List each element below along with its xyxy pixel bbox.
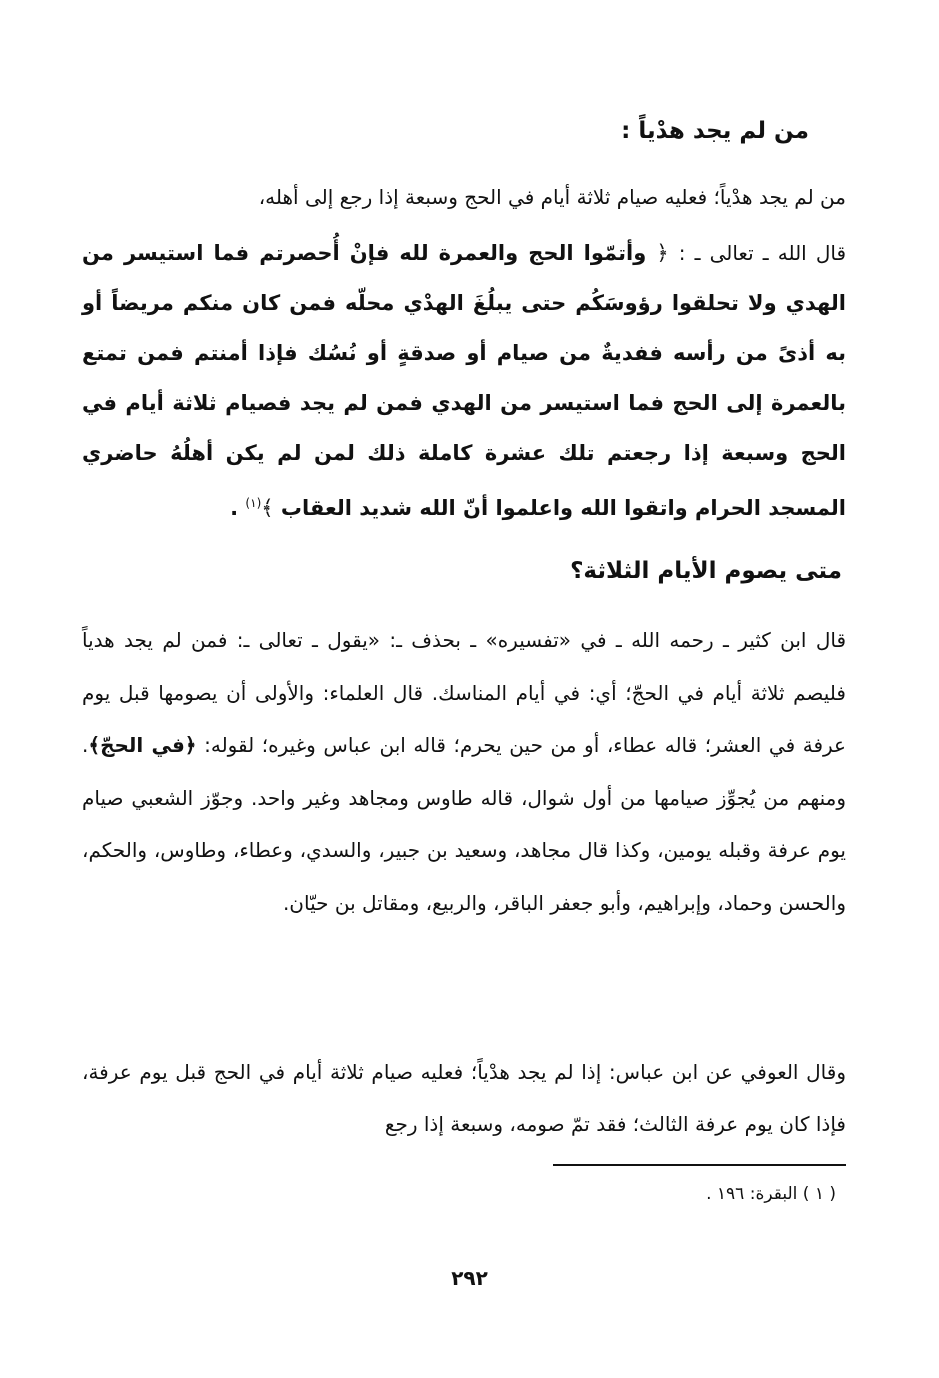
footnote-text: ( ١ ) البقرة: ١٩٦ .: [706, 1184, 836, 1204]
verse-close-bracket: ﴾: [261, 496, 274, 520]
section-heading-when-fast: متى يصوم الأيام الثلاثة؟: [570, 558, 842, 584]
quran-verse-paragraph: [82, 228, 846, 533]
ibn-kathir-text-part2: . ومنهم من يُجوِّز صيامها من أول شوال، قاله طاوس ومجاهد وغير واحد. وجوّز الشعبي صيام يوم عرفة وقبله يومين، وكذا قال مجاهد، وسعيد بن جبير، والسدي، وعطاء، وطاوس، والحكم، والحسن وحماد، وإبراهيم، وأبو جعفر الباقر، والربيع، ومقاتل بن حيّان.: [82, 733, 846, 915]
ibn-kathir-paragraph: [82, 614, 846, 929]
ibn-kathir-text-part1: قال ابن كثير ـ رحمه الله ـ في «تفسيره» ـ بحذف ـ: «يقول ـ تعالى ـ: فمن لم يجد هدياً فليصم ثلاثة أيام في الحجّ؛ أي: في أيام المناسك. قال العلماء: والأولى أن يصومها قبل يوم عرفة في العشر؛ قاله عطاء، أو من حين يحرم؛ قاله ابن عباس وغيره؛ لقوله:: [82, 628, 846, 757]
verse-open-bracket: ﴿: [656, 241, 669, 265]
verse-end-period: .: [230, 496, 239, 520]
verse-text: وأتمّوا الحج والعمرة لله فإنْ أُحصرتم فما استيسر من الهدي ولا تحلقوا رؤوسَكُم حتى يبلُغَ الهدْي محلّه فمن كان منكم مريضاً أو به أذىً من رأسه ففديةٌ من صيام أو صدقةٍ أو نُسُك فإذا أمنتم فمن تمتع بالعمرة إلى الحج فما استيسر من الهدي فمن لم يجد فصيام ثلاثة أيام في الحج وسبعة إذا رجعتم تلك عشرة كاملة ذلك لمن لم يكن أهلُهُ حاضري المسجد الحرام واتقوا الله واعلموا أنّ الله شديد العقاب: [82, 241, 846, 520]
awfi-paragraph: وقال العوفي عن ابن عباس: إذا لم يجد هدْياً؛ فعليه صيام ثلاثة أيام في الحج قبل يوم عرفة، فإذا كان يوم عرفة الثالث؛ فقد تمّ صومه، وسبعة إذا رجع: [82, 1060, 846, 1136]
intro-paragraph: من لم يجد هدْياً؛ فعليه صيام ثلاثة أيام في الحج وسبعة إذا رجع إلى أهله،: [258, 185, 846, 209]
verse-lead-text: قال الله ـ تعالى ـ :: [678, 241, 847, 265]
page-number: ٢٩٢: [451, 1266, 488, 1290]
section-heading-no-sacrifice: من لم يجد هدْياً :: [621, 118, 809, 144]
footnote-reference: (١): [245, 496, 262, 510]
inline-verse-quote: ﴿في الحجّ﴾: [88, 733, 197, 757]
footnote-divider: [553, 1164, 846, 1166]
